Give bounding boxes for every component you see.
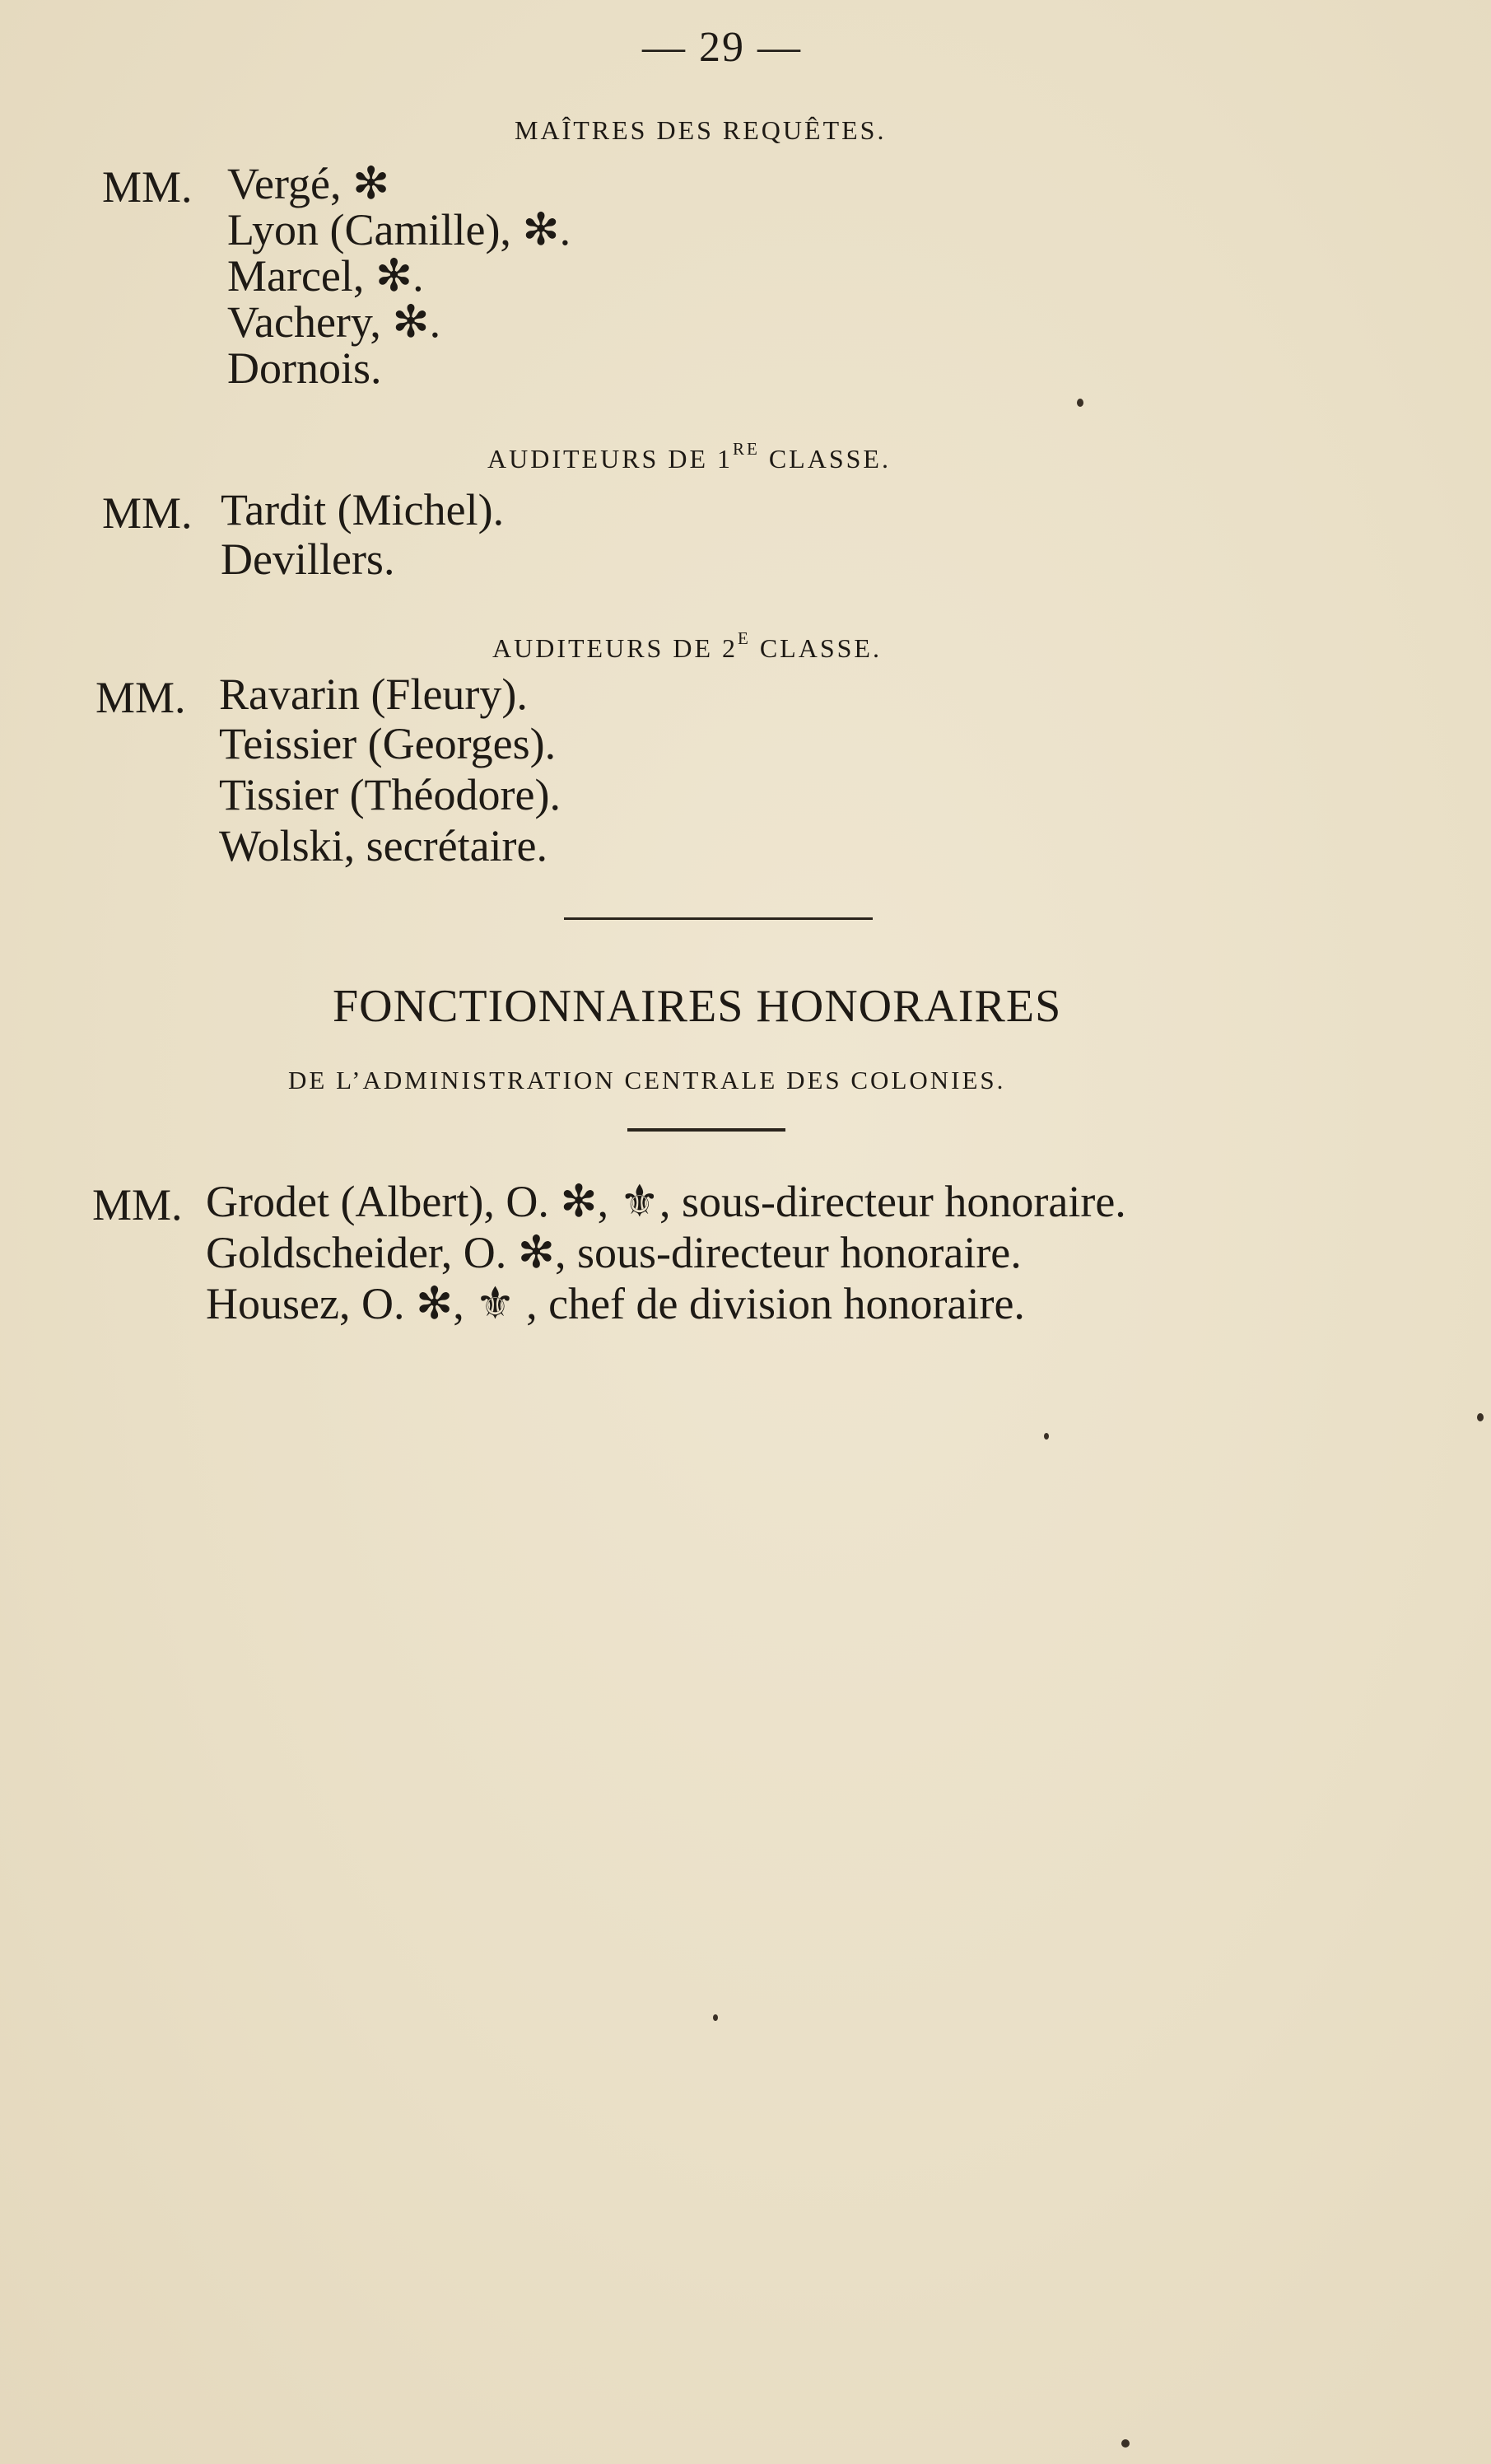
mm-prefix-auditeurs-1: MM. [102,488,193,538]
entry-lyon: Lyon (Camille), ✻. [227,205,571,254]
entry-teissier: Teissier (Georges). [219,719,557,768]
entry-wolski: Wolski, secrétaire. [219,821,547,870]
paper-speck [1044,1433,1049,1440]
entry-housez: Housez, O. ✻, ⚜ , chef de division honoraire. [206,1279,1025,1328]
paper-speck [1121,2439,1130,2448]
entry-dornois: Dornois. [227,343,382,393]
paper-speck [713,2014,718,2021]
paper-speck [1477,1413,1484,1421]
entry-tissier: Tissier (Théodore). [219,770,561,819]
mm-prefix-honoraires: MM. [92,1180,183,1230]
entry-devillers: Devillers. [221,534,395,584]
section-divider [564,917,873,920]
entry-ravarin: Ravarin (Fleury). [219,670,528,719]
heading-maitres-des-requetes: MAÎTRES DES REQUÊTES. [515,115,887,145]
entry-marcel: Marcel, ✻. [227,251,424,301]
small-divider [627,1128,785,1132]
subheading-administration-centrale: DE L’ADMINISTRATION CENTRALE DES COLONIES. [288,1066,1006,1094]
mm-prefix-auditeurs-2: MM. [96,673,186,722]
heading-auditeurs-1re-classe: AUDITEURS DE 1re CLASSE. [487,433,891,474]
entry-grodet: Grodet (Albert), O. ✻, ⚜, sous-directeur honoraire. [206,1177,1126,1226]
mm-prefix-maitres: MM. [102,162,193,212]
entry-verge: Vergé, ✻ [227,159,390,208]
entry-goldscheider: Goldscheider, O. ✻, sous-directeur honoraire. [206,1228,1022,1277]
entry-tardit: Tardit (Michel). [221,485,505,534]
paper-speck [1077,399,1083,407]
entry-vachery: Vachery, ✻. [227,297,441,347]
heading-fonctionnaires-honoraires: FONCTIONNAIRES HONORAIRES [333,981,1062,1032]
page-number: — 29 — [642,24,802,71]
heading-auditeurs-2e-classe: AUDITEURS DE 2e CLASSE. [492,623,882,663]
